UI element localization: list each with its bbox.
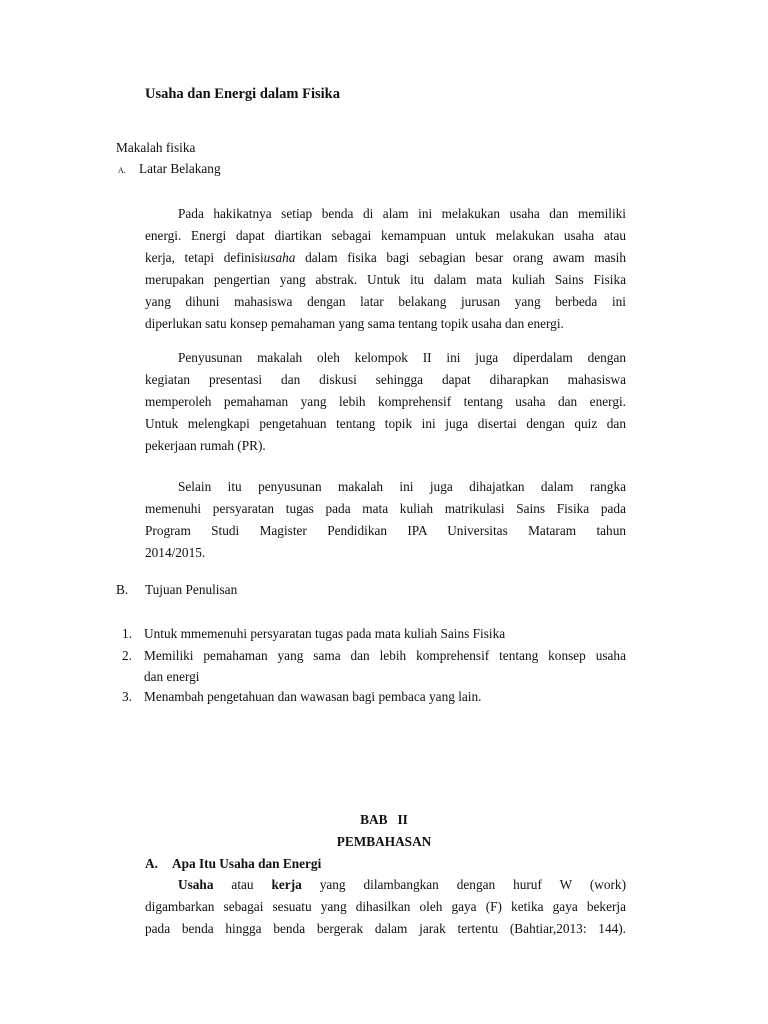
italic-term: usaha bbox=[263, 250, 296, 265]
paragraph-line: memenuhi persyaratan tugas pada mata kuliah matrikulasi Sains Fisika pada bbox=[145, 501, 626, 516]
chapter-title: PEMBAHASAN bbox=[336, 834, 432, 849]
paragraph-line: Program Studi Magister Pendidikan IPA Universitas Mataram tahun bbox=[145, 523, 626, 538]
subsection-heading: Apa Itu Usaha dan Energi bbox=[172, 856, 322, 871]
goal-line: Untuk mmemenuhi persyaratan tugas pada mata kuliah Sains Fisika bbox=[144, 626, 506, 641]
goal-number: 3. bbox=[122, 689, 132, 704]
final-paragraph bbox=[145, 874, 626, 940]
section-b-marker: B. bbox=[116, 582, 129, 597]
paragraph-3 bbox=[145, 476, 626, 564]
paragraph-line: pekerjaan rumah (PR). bbox=[145, 438, 266, 453]
paragraph-line: pada benda hingga benda bergerak dalam jarak tertentu (Bahtiar,2013: 144). bbox=[145, 921, 626, 936]
paragraph-line bbox=[145, 874, 626, 896]
bold-term: Usaha bbox=[178, 877, 214, 892]
goal-line: dan energi bbox=[144, 669, 200, 684]
document-title: Usaha dan Energi dalam Fisika bbox=[145, 86, 340, 102]
goal-line: Memiliki pemahaman yang sama dan lebih komprehensif tentang konsep usaha bbox=[144, 648, 626, 663]
paragraph-line bbox=[145, 247, 626, 269]
paragraph-line: 2014/2015. bbox=[145, 545, 206, 560]
paragraph-1 bbox=[145, 203, 626, 335]
text-run: yang dilambangkan dengan huruf W (work) bbox=[301, 877, 626, 892]
text-run: kerja, tetapi definisi bbox=[145, 250, 264, 265]
paragraph-line: Penyusunan makalah oleh kelompok II ini juga diperdalam dengan bbox=[178, 350, 626, 365]
section-a-marker: A. bbox=[118, 166, 126, 175]
paragraph-line: diperlukan satu konsep pemahaman yang sama tentang topik usaha dan energi. bbox=[145, 316, 564, 331]
section-a-heading: Latar Belakang bbox=[139, 161, 221, 176]
paragraph-line: Pada hakikatnya setiap benda di alam ini melakukan usaha dan memiliki bbox=[178, 206, 626, 221]
paragraph-line: energi. Energi dapat diartikan sebagai kemampuan untuk melakukan usaha atau bbox=[145, 228, 626, 243]
paragraph-line: digambarkan sebagai sesuatu yang dihasilkan oleh gaya (F) ketika gaya bekerja bbox=[145, 899, 626, 914]
paragraph-line: Selain itu penyusunan makalah ini juga dihajatkan dalam rangka bbox=[178, 479, 626, 494]
text-run: dalam fisika bagi sebagian besar orang awam masih bbox=[295, 250, 626, 265]
document-subtitle: Makalah fisika bbox=[116, 140, 196, 155]
chapter-label: BAB II bbox=[360, 812, 408, 827]
goal-number: 1. bbox=[122, 626, 132, 641]
goal-line: Menambah pengetahuan dan wawasan bagi pembaca yang lain. bbox=[144, 689, 482, 704]
paragraph-line: kegiatan presentasi dan diskusi sehingga dapat diharapkan mahasiswa bbox=[145, 372, 626, 387]
goal-number: 2. bbox=[122, 648, 132, 663]
goal-text bbox=[144, 645, 626, 687]
text-run: atau bbox=[213, 877, 272, 892]
paragraph-line: Untuk melengkapi pengetahuan tentang topik ini juga disertai dengan quiz dan bbox=[145, 416, 626, 431]
paragraph-line: merupakan pengertian yang abstrak. Untuk itu dalam mata kuliah Sains Fisika bbox=[145, 272, 626, 287]
goal-text bbox=[144, 623, 626, 644]
paragraph-line: yang dihuni mahasiswa dengan latar belakang jurusan yang berbeda ini bbox=[145, 294, 626, 309]
paragraph-line: memperoleh pemahaman yang lebih komprehensif tentang usaha dan energi. bbox=[145, 394, 626, 409]
section-b-heading: Tujuan Penulisan bbox=[145, 582, 238, 597]
subsection-marker: A. bbox=[145, 856, 158, 871]
paragraph-2 bbox=[145, 347, 626, 457]
bold-term: kerja bbox=[271, 877, 302, 892]
goal-text bbox=[144, 686, 626, 707]
